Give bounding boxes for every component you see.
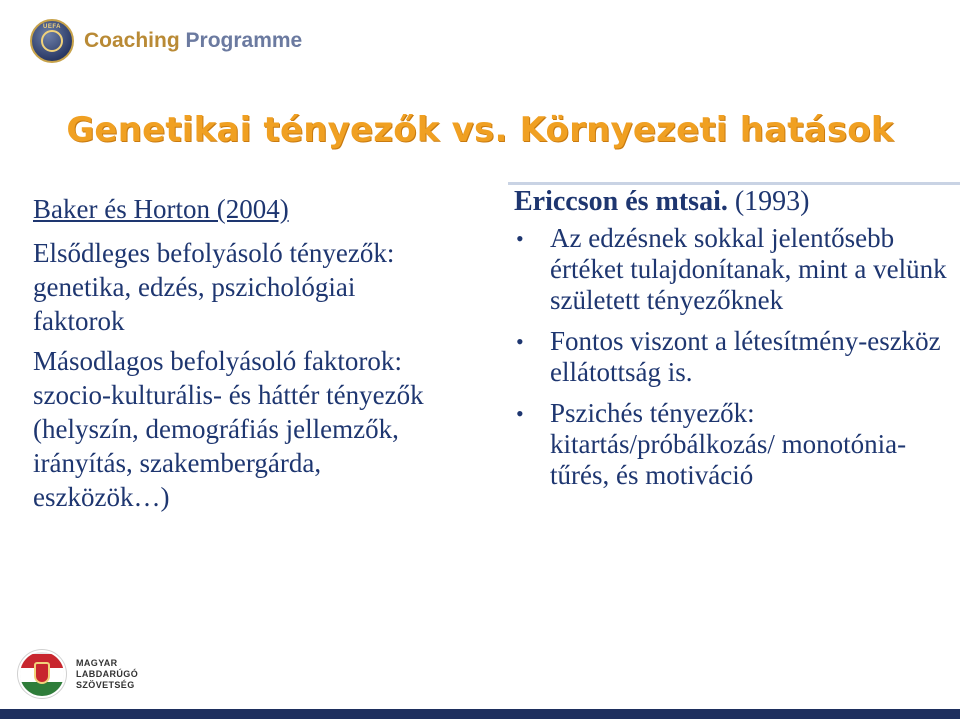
right-heading-authors: Ericcson és mtsai. [514,186,728,217]
secondary-factors-label: Másodlagos befolyásoló faktorok [33,346,395,376]
findings-list [508,223,960,491]
list-item-text: Pszichés tényezők: kitartás/próbálkozás/ monotónia-tűrés, és motiváció [550,398,907,490]
org-line-1: MAGYAR [76,657,118,668]
right-column [508,182,960,501]
list-item [508,223,960,316]
list-item-text: Fontos viszont a létesítmény-eszköz ellátottság is. [550,326,941,387]
primary-factors-paragraph [33,236,433,338]
mlsz-logo [18,650,138,698]
mlsz-name [76,658,138,691]
bullet-icon: • [516,401,524,426]
bottom-bar [0,709,960,719]
bullet-icon: • [516,226,524,251]
list-item [508,326,960,388]
uefa-badge-icon [30,19,74,63]
primary-factors-text: : genetika, edzés, pszichológiai faktorok [33,238,395,336]
logo-text-programme: Programme [185,29,303,52]
org-line-3: SZÖVETSÉG [76,679,135,690]
right-heading [514,185,960,219]
logo-text-coaching: Coaching [84,29,180,52]
programme-name [84,29,302,53]
list-item-text: Az edzésnek sokkal jelentősebb értéket tulajdonítanak, mint a velünk született tényezőknek [550,223,947,315]
coaching-programme-logo [30,16,302,66]
mlsz-crest-icon [18,650,66,698]
uefa-badge-text: UEFA [42,24,61,30]
primary-factors-label: Elsődleges befolyásoló tényezők [33,238,387,268]
secondary-factors-text: : szocio-kulturális- és háttér tényezők (helyszín, demográfiás jellemzők, irányítás, szakembergárda, eszközök…) [33,346,424,512]
football-icon [41,30,63,52]
left-column [33,192,433,520]
slide-title: Genetikai tényezők vs. Környezeti hatások [66,110,894,150]
right-heading-year: (1993) [727,186,810,217]
shield-icon [34,662,50,684]
bullet-icon: • [516,329,524,354]
left-heading: Baker és Horton (2004) [33,194,289,224]
org-line-2: LABDARÚGÓ [76,668,139,679]
list-item [508,398,960,491]
secondary-factors-paragraph [33,344,433,514]
